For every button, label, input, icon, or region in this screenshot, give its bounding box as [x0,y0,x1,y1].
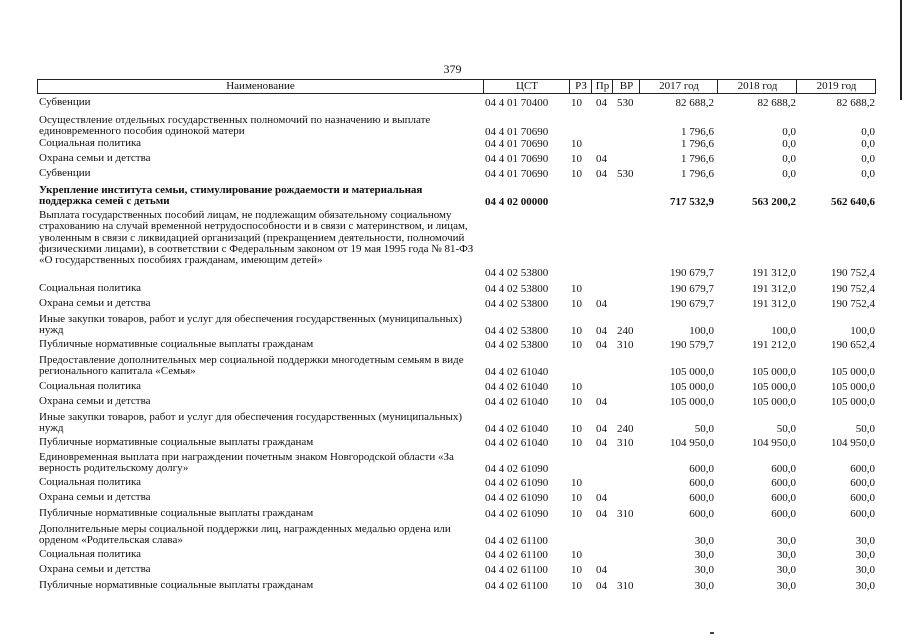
row-cst: 04 4 01 70400 [485,97,549,109]
row-2018: 100,0 [771,325,796,338]
row-vr: 240 [617,423,634,436]
header-cst: ЦСТ [483,80,570,93]
row-2017: 105 000,0 [670,396,714,408]
row-2019: 0,0 [861,138,875,150]
row-2017: 190 579,7 [670,339,714,351]
row-name: Публичные нормативные социальные выплаты гражданам [39,436,314,448]
row-2018: 104 950,0 [752,437,796,449]
row-name: Укрепление института семьи, стимулирование рождаемости и материальная поддержка семей с детьми [39,184,423,208]
row-2017: 105 000,0 [670,366,714,379]
row-cst: 04 4 02 53800 [485,339,549,351]
row-2019: 50,0 [855,423,875,436]
row-cst: 04 4 02 61090 [485,477,549,489]
row-rz: 10 [571,477,582,489]
header-2018: 2018 год [717,80,797,93]
row-2019: 104 950,0 [831,437,875,449]
row-2017: 30,0 [694,535,714,548]
row-2018: 105 000,0 [752,366,796,379]
row-cst: 04 4 02 61040 [485,423,549,436]
row-2019: 190 752,4 [831,298,875,310]
row-2019: 100,0 [850,325,875,338]
header-pr: Пр [591,80,613,93]
row-2018: 191 212,0 [752,339,796,351]
row-2018: 105 000,0 [752,396,796,408]
row-name: Охрана семьи и детства [39,491,151,503]
row-pr: 04 [596,580,607,592]
header-2019: 2019 год [796,80,876,93]
row-cst: 04 4 02 61090 [485,492,549,504]
row-pr: 04 [596,423,607,436]
row-vr: 310 [617,437,634,449]
row-2019: 30,0 [855,549,875,561]
header-2017: 2017 год [639,80,718,93]
row-cst: 04 4 02 61100 [485,535,548,548]
row-name: Социальная политика [39,476,142,488]
row-rz: 10 [571,549,582,561]
row-2018: 0,0 [782,138,796,150]
scan-mark [710,632,714,634]
row-2019: 105 000,0 [831,366,875,379]
row-cst: 04 4 02 53800 [485,266,549,279]
row-2017: 50,0 [694,423,714,436]
row-2019: 562 640,6 [831,196,875,209]
row-name: Охрана семьи и детства [39,152,151,164]
row-2017: 1 796,6 [681,126,714,139]
row-2019: 105 000,0 [831,396,875,408]
row-2017: 82 688,2 [675,97,714,109]
row-cst: 04 4 02 53800 [485,298,549,310]
row-name: Публичные нормативные социальные выплаты гражданам [39,579,314,591]
row-rz: 10 [571,325,582,338]
row-2019: 600,0 [850,492,875,504]
row-2019: 30,0 [855,564,875,576]
row-cst: 04 4 02 61090 [485,463,549,476]
row-rz: 10 [571,508,582,520]
row-name: Публичные нормативные социальные выплаты гражданам [39,338,314,350]
row-rz: 10 [571,97,582,109]
row-cst: 04 4 02 61100 [485,564,548,576]
row-2017: 1 796,6 [681,153,714,165]
row-2019: 190 652,4 [831,339,875,351]
row-cst: 04 4 02 61090 [485,508,549,520]
row-vr: 530 [617,168,634,180]
row-rz: 10 [571,437,582,449]
row-pr: 04 [596,97,607,109]
row-2018: 30,0 [776,564,796,576]
row-2017: 190 679,7 [670,298,714,310]
row-2017: 717 532,9 [670,196,714,209]
row-2019: 190 752,4 [831,266,875,279]
row-name: Социальная политика [39,282,142,294]
row-2017: 190 679,7 [670,266,714,279]
row-2018: 30,0 [776,535,796,548]
row-pr: 04 [596,325,607,338]
row-name: Охрана семьи и детства [39,563,151,575]
row-pr: 04 [596,437,607,449]
row-name: Охрана семьи и детства [39,297,151,309]
row-2019: 600,0 [850,508,875,520]
row-2017: 30,0 [694,580,714,592]
row-2018: 191 312,0 [752,298,796,310]
row-2018: 50,0 [776,423,796,436]
row-name: Выплата государственных пособий лицам, не подлежащим обязательному социальному страхованию на случай временной нетрудоспособности и в связи с материнством, и лицам, уволенным в связи с ликвидацией организаций (прекращением деятельности, полномочий физическими лицами), в соответствии с Федеральным законом от 19 мая 1995 года № 81-ФЗ «О государственных пособиях гражданам, имеющим детей» [39,209,474,267]
row-rz: 10 [571,396,582,408]
row-cst: 04 4 02 53800 [485,283,549,295]
row-2018: 82 688,2 [757,97,796,109]
row-2018: 600,0 [771,508,796,520]
row-cst: 04 4 02 61040 [485,437,549,449]
row-vr: 310 [617,508,634,520]
row-2018: 105 000,0 [752,381,796,393]
row-vr: 310 [617,339,634,351]
row-2017: 30,0 [694,564,714,576]
row-2019: 600,0 [850,477,875,489]
row-2017: 105 000,0 [670,381,714,393]
row-vr: 310 [617,580,634,592]
page-number: 379 [443,62,462,76]
row-cst: 04 4 01 70690 [485,138,549,150]
row-2018: 600,0 [771,463,796,476]
header-rz: РЗ [569,80,592,93]
row-rz: 10 [571,283,582,295]
row-rz: 10 [571,153,582,165]
row-pr: 04 [596,508,607,520]
row-2018: 30,0 [776,549,796,561]
row-2019: 0,0 [861,153,875,165]
row-2019: 30,0 [855,580,875,592]
row-pr: 04 [596,339,607,351]
row-name: Иные закупки товаров, работ и услуг для обеспечения государственных (муниципальных) нужд [39,313,463,337]
row-2017: 600,0 [689,477,714,489]
row-pr: 04 [596,492,607,504]
row-rz: 10 [571,381,582,393]
row-pr: 04 [596,168,607,180]
row-2017: 1 796,6 [681,138,714,150]
row-name: Социальная политика [39,137,142,149]
row-2019: 105 000,0 [831,381,875,393]
row-cst: 04 4 02 61040 [485,396,549,408]
row-2019: 0,0 [861,126,875,139]
row-rz: 10 [571,138,582,150]
row-2018: 191 312,0 [752,283,796,295]
row-cst: 04 4 02 00000 [485,196,549,209]
row-name: Предоставление дополнительных мер социальной поддержки многодетным семьям в виде регионального капитала «Семья» [39,354,464,378]
row-2018: 0,0 [782,168,796,180]
row-2017: 30,0 [694,549,714,561]
row-2017: 600,0 [689,492,714,504]
row-cst: 04 4 02 61100 [485,580,548,592]
row-2018: 0,0 [782,126,796,139]
row-2017: 600,0 [689,508,714,520]
row-rz: 10 [571,564,582,576]
row-2017: 100,0 [689,325,714,338]
row-rz: 10 [571,492,582,504]
row-name: Единовременная выплата при награждении почетным знаком Новгородской области «За верность родительскому долгу» [39,451,454,475]
row-pr: 04 [596,153,607,165]
row-rz: 10 [571,580,582,592]
row-pr: 04 [596,564,607,576]
row-name: Иные закупки товаров, работ и услуг для обеспечения государственных (муниципальных) нужд [39,411,463,435]
row-2019: 0,0 [861,168,875,180]
row-vr: 240 [617,325,634,338]
row-2018: 30,0 [776,580,796,592]
row-rz: 10 [571,339,582,351]
row-cst: 04 4 01 70690 [485,153,549,165]
row-pr: 04 [596,298,607,310]
row-vr: 530 [617,97,634,109]
row-cst: 04 4 02 61100 [485,549,548,561]
row-name: Социальная политика [39,548,142,560]
header-name: Наименование [226,80,295,92]
row-name: Дополнительные меры социальной поддержки лиц, награжденных медалью ордена или орденом «Родительская слава» [39,523,451,547]
row-cst: 04 4 02 61040 [485,366,549,379]
row-rz: 10 [571,423,582,436]
row-rz: 10 [571,168,582,180]
row-cst: 04 4 02 61040 [485,381,549,393]
row-name: Субвенции [39,167,91,179]
row-2018: 563 200,2 [752,196,796,209]
scan-edge-line [900,0,902,100]
row-2018: 600,0 [771,477,796,489]
row-name: Публичные нормативные социальные выплаты гражданам [39,507,314,519]
row-2018: 600,0 [771,492,796,504]
row-2019: 600,0 [850,463,875,476]
row-cst: 04 4 01 70690 [485,126,549,139]
row-rz: 10 [571,298,582,310]
table-header [37,79,876,94]
row-2018: 0,0 [782,153,796,165]
row-2018: 191 312,0 [752,266,796,279]
row-2017: 600,0 [689,463,714,476]
row-2019: 30,0 [855,535,875,548]
header-vr: ВР [612,80,640,93]
row-cst: 04 4 01 70690 [485,168,549,180]
row-2019: 190 752,4 [831,283,875,295]
row-2019: 82 688,2 [836,97,875,109]
row-pr: 04 [596,396,607,408]
row-name: Субвенции [39,96,91,108]
row-name: Охрана семьи и детства [39,395,151,407]
row-cst: 04 4 02 53800 [485,325,549,338]
row-2017: 190 679,7 [670,283,714,295]
row-name: Социальная политика [39,380,142,392]
row-name: Осуществление отдельных государственных полномочий по назначению и выплате единовременного пособия одинокой матери [39,114,431,138]
row-2017: 1 796,6 [681,168,714,180]
row-2017: 104 950,0 [670,437,714,449]
